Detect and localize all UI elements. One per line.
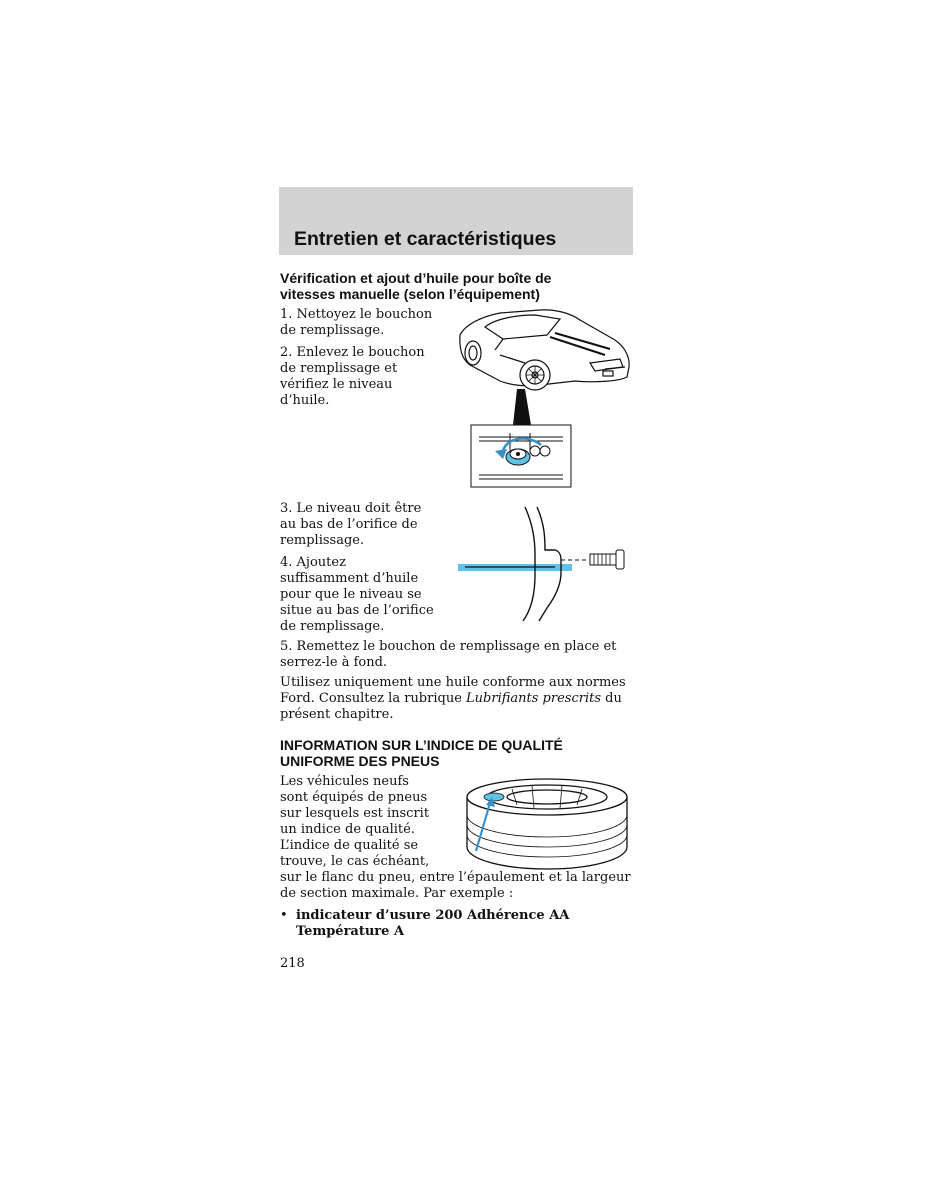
steps-3-4 xyxy=(280,501,460,641)
page-number: 218 xyxy=(280,956,305,971)
text-line: sont équipés de pneus xyxy=(280,790,428,805)
text-line: L’indice de qualité se xyxy=(280,838,419,853)
text-line: situe au bas de l’orifice xyxy=(280,603,434,618)
heading-line: UNIFORME DES PNEUS xyxy=(280,753,440,769)
text-line: indicateur d’usure 200 Adhérence AA xyxy=(296,908,570,923)
heading-line: INFORMATION SUR L’INDICE DE QUALITÉ xyxy=(280,737,563,753)
text-line: de remplissage. xyxy=(280,619,385,634)
text-line: 5. Remettez le bouchon de remplissage en place et xyxy=(280,639,617,654)
step-4 xyxy=(280,555,460,635)
text-line: vérifiez le niveau xyxy=(280,377,393,392)
text-line: remplissage. xyxy=(280,533,365,548)
text-line: un indice de qualité. xyxy=(280,822,415,837)
text-line: sur lesquels est inscrit xyxy=(280,806,430,821)
text-line: d’huile. xyxy=(280,393,330,408)
text-line: de section maximale. Par exemple : xyxy=(280,886,514,901)
text-line xyxy=(280,691,640,707)
step-5 xyxy=(280,639,640,671)
text-line: Les véhicules neufs xyxy=(280,774,409,789)
bullet-item-quality-example xyxy=(296,908,636,940)
text-line: 3. Le niveau doit être xyxy=(280,501,422,516)
section-heading-tire-quality xyxy=(280,737,640,769)
tire-illustration xyxy=(462,775,632,873)
tire-quality-paragraph-continued xyxy=(280,870,640,902)
text-line: suffisamment d’huile xyxy=(280,571,419,586)
heading-line: vitesses manuelle (selon l’équipement) xyxy=(280,286,540,302)
lubricants-reference: Lubrifiants prescrits xyxy=(466,691,602,706)
car-illustration xyxy=(455,305,635,490)
fill-level-diagram xyxy=(455,505,635,625)
text-line: 2. Enlevez le bouchon xyxy=(280,345,425,360)
step-1 xyxy=(280,307,450,339)
page-title: Entretien et caractéristiques xyxy=(294,228,557,250)
text-line: 1. Nettoyez le bouchon xyxy=(280,307,433,322)
section-heading-manual-transmission xyxy=(280,270,640,302)
step-3 xyxy=(280,501,460,549)
text-line: trouve, le cas échéant, xyxy=(280,854,430,869)
text-line: Température A xyxy=(296,924,405,939)
text-line: pour que le niveau se xyxy=(280,587,422,602)
bullet-symbol: • xyxy=(280,908,288,923)
text-line: au bas de l’orifice de xyxy=(280,517,418,532)
text-span: Ford. Consultez la rubrique xyxy=(280,691,467,706)
text-line: présent chapitre. xyxy=(280,707,394,722)
text-line: 4. Ajoutez xyxy=(280,555,346,570)
text-line: de remplissage et xyxy=(280,361,398,376)
text-line: serrez-le à fond. xyxy=(280,655,388,670)
tire-quality-paragraph xyxy=(280,774,460,870)
steps-1-2 xyxy=(280,307,450,415)
text-line: sur le flanc du pneu, entre l’épaulement et la largeur xyxy=(280,870,631,885)
text-line: de remplissage. xyxy=(280,323,385,338)
lubricant-note xyxy=(280,675,640,723)
text-line: Utilisez uniquement une huile conforme aux normes xyxy=(280,675,626,690)
step-2 xyxy=(280,345,450,409)
text-span: du xyxy=(601,691,622,706)
heading-line: Vérification et ajout d’huile pour boîte de xyxy=(280,270,552,286)
